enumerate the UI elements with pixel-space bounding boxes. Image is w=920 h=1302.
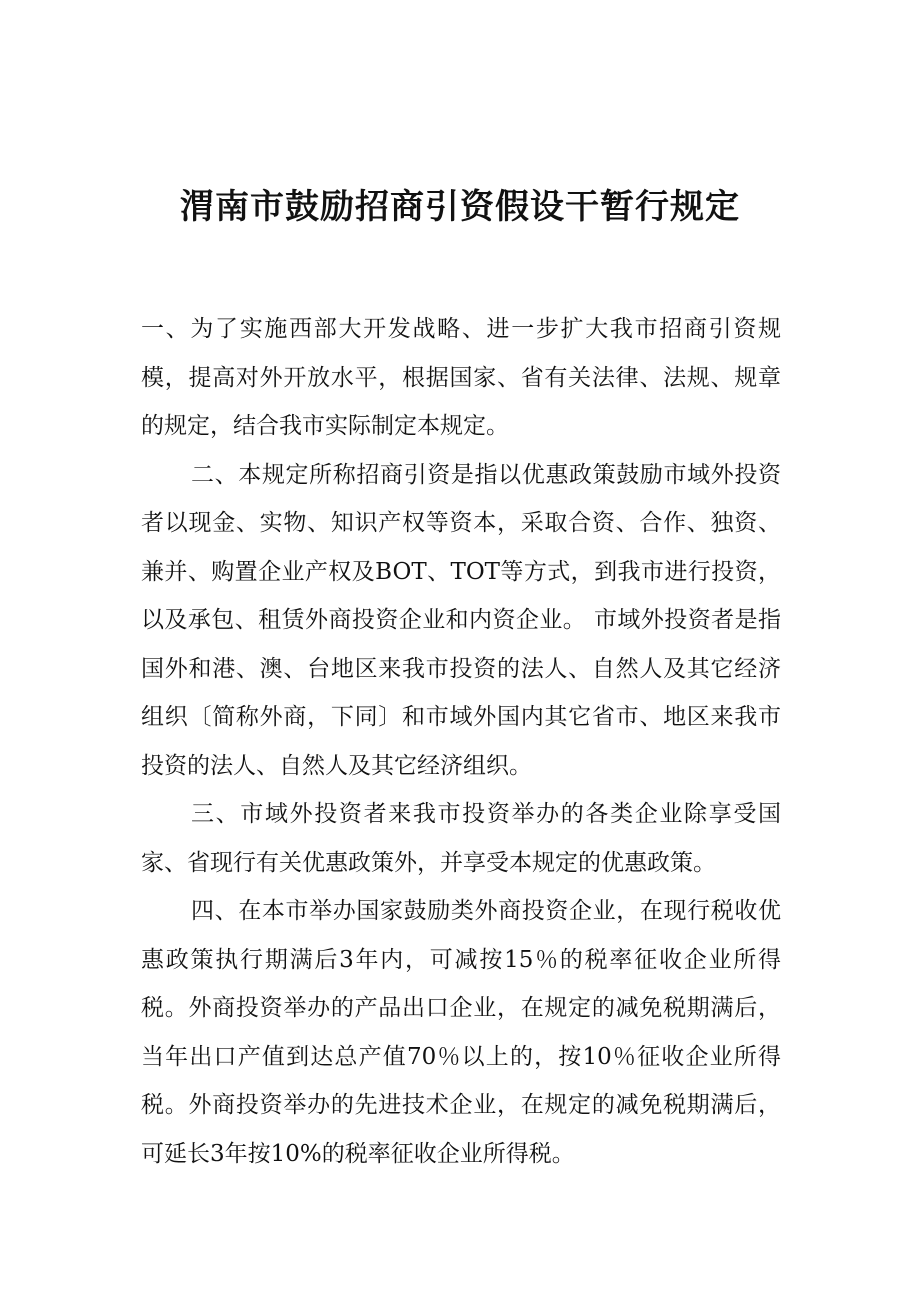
paragraph-2: 二、本规定所称招商引资是指以优惠政策鼓励市域外投资者以现金、实物、知识产权等资本，采取合资、合作、独资、兼并、购置企业产权及BOT、TOT等方式，到我市进行投资，以及承包、租赁外商投资企业和内资企业。 市域外投资者是指国外和港、澳、台地区来我市投资的法人、自然人及其它经济组织〔简称外商，下同〕和市域外国内其它省市、地区来我市投资的法人、自然人及其它经济组织。 xyxy=(141,461,781,779)
paragraph-3: 三、市域外投资者来我市投资举办的各类企业除享受国家、省现行有关优惠政策外，并享受本规定的优惠政策。 xyxy=(141,801,781,876)
paragraph-1: 一、为了实施西部大开发战略、进一步扩大我市招商引资规模，提高对外开放水平，根据国家、省有关法律、法规、规章的规定，结合我市实际制定本规定。 xyxy=(141,316,781,439)
paragraph-4: 四、在本市举办国家鼓励类外商投资企业，在现行税收优惠政策执行期满后3年内，可减按15％的税率征收企业所得税。外商投资举办的产品出口企业，在规定的减免税期满后，当年出口产值到达总产值70％以上的，按10％征收企业所得税。外商投资举办的先进技术企业，在规定的减免税期满后，可延长3年按10%的税率征收企业所得税。 xyxy=(141,898,781,1167)
document-body xyxy=(141,305,781,1178)
document-title: 渭南市鼓励招商引资假设干暂行规定 xyxy=(180,187,740,227)
